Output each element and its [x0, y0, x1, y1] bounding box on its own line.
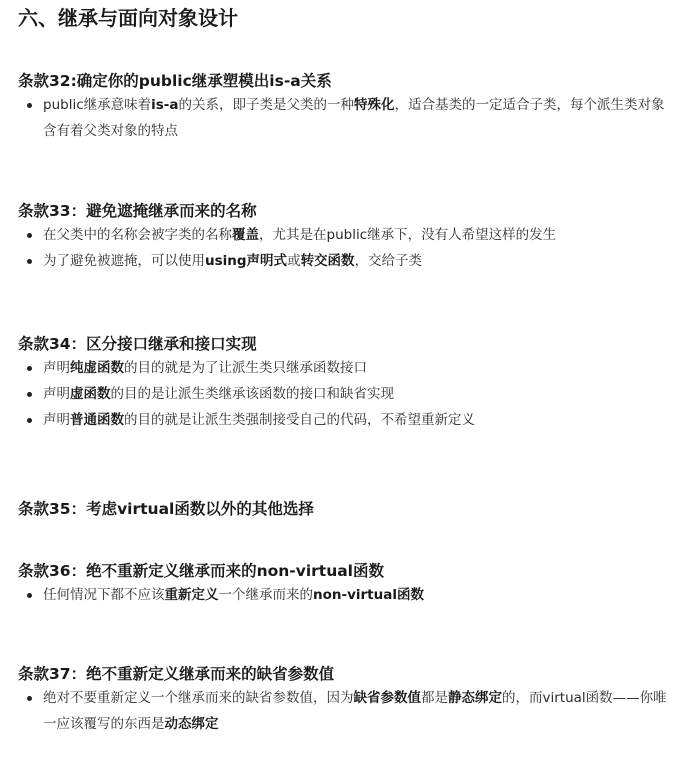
text-run: ，交给子类 — [354, 253, 423, 269]
bold-term: 缺省参数值 — [353, 690, 421, 706]
clause-34-item-2 — [18, 381, 673, 407]
bold-term: 动态绑定 — [164, 716, 219, 732]
clause-35-section — [18, 498, 673, 520]
text-run: 声明 — [43, 412, 70, 428]
bold-term: 特殊化 — [354, 97, 395, 113]
text-run: 的，而virtual函数——你唯一应该覆写的东西是 — [43, 690, 667, 732]
text-run: 的目的就是让派生类强制接受自己的代码，不希望重新定义 — [124, 412, 475, 428]
clause-36-item-1 — [18, 582, 673, 608]
text-run: ，适合基类的一定适合子类，每个派生类对象含有着父类对象的特点 — [43, 97, 665, 139]
clause-36-heading: 条款36：绝不重新定义继承而来的non-virtual函数 — [18, 562, 384, 580]
clause-32-section — [18, 70, 673, 144]
clause-33-heading: 条款33：避免遮掩继承而来的名称 — [18, 202, 257, 220]
bold-term: 转交函数 — [300, 253, 355, 269]
clause-32-item-1 — [18, 92, 673, 144]
text-run: 一个继承而来的 — [218, 587, 313, 603]
clause-32-heading: 条款32:确定你的public继承塑模出is-a关系 — [18, 72, 332, 90]
bold-term: using声明式 — [205, 253, 288, 269]
text-run: 都是 — [421, 690, 448, 706]
text-run: 的目的是让派生类继承该函数的接口和缺省实现 — [110, 386, 394, 402]
clause-34-list — [18, 355, 673, 433]
bold-term: 普通函数 — [70, 412, 124, 428]
clause-34-item-1 — [18, 355, 673, 381]
clause-35-heading: 条款35：考虑virtual函数以外的其他选择 — [18, 500, 314, 518]
clause-33-section — [18, 200, 673, 274]
clause-37-list — [18, 685, 673, 737]
text-run: 或 — [287, 253, 301, 269]
text-run: 在父类中的名称会被字类的名称 — [43, 227, 232, 243]
clause-33-list — [18, 222, 673, 274]
clause-33-item-2 — [18, 248, 673, 274]
clause-36-list — [18, 582, 673, 608]
text-run: 的目的就是为了让派生类只继承函数接口 — [124, 360, 367, 376]
text-run: 声明 — [43, 386, 70, 402]
text-run: public继承意味着 — [43, 97, 152, 113]
clause-37-heading: 条款37：绝不重新定义继承而来的缺省参数值 — [18, 665, 335, 683]
text-run: 声明 — [43, 360, 70, 376]
bold-term: 纯虚函数 — [70, 360, 124, 376]
bold-term: 静态绑定 — [448, 690, 502, 706]
bold-term: 重新定义 — [164, 587, 219, 603]
text-run: 绝对不要重新定义一个继承而来的缺省参数值，因为 — [43, 690, 354, 706]
text-run: 任何情况下都不应该 — [43, 587, 165, 603]
clause-34-item-3 — [18, 407, 673, 433]
text-run: ，尤其是在public继承下，没有人希望这样的发生 — [259, 227, 557, 243]
clause-34-section — [18, 333, 673, 433]
bold-term: non-virtual函数 — [313, 587, 424, 603]
clause-32-list — [18, 92, 673, 144]
page-title: 六、继承与面向对象设计 — [18, 6, 238, 30]
clause-33-item-1 — [18, 222, 673, 248]
clause-36-section — [18, 560, 673, 608]
clause-37-section — [18, 663, 673, 737]
bold-term: is-a — [151, 97, 179, 113]
text-run: 的关系，即子类是父类的一种 — [178, 97, 355, 113]
text-run: 为了避免被遮掩，可以使用 — [43, 253, 205, 269]
clause-37-item-1 — [18, 685, 673, 737]
bold-term: 虚函数 — [70, 386, 111, 402]
clause-34-heading: 条款34：区分接口继承和接口实现 — [18, 335, 257, 353]
bold-term: 覆盖 — [232, 227, 259, 243]
